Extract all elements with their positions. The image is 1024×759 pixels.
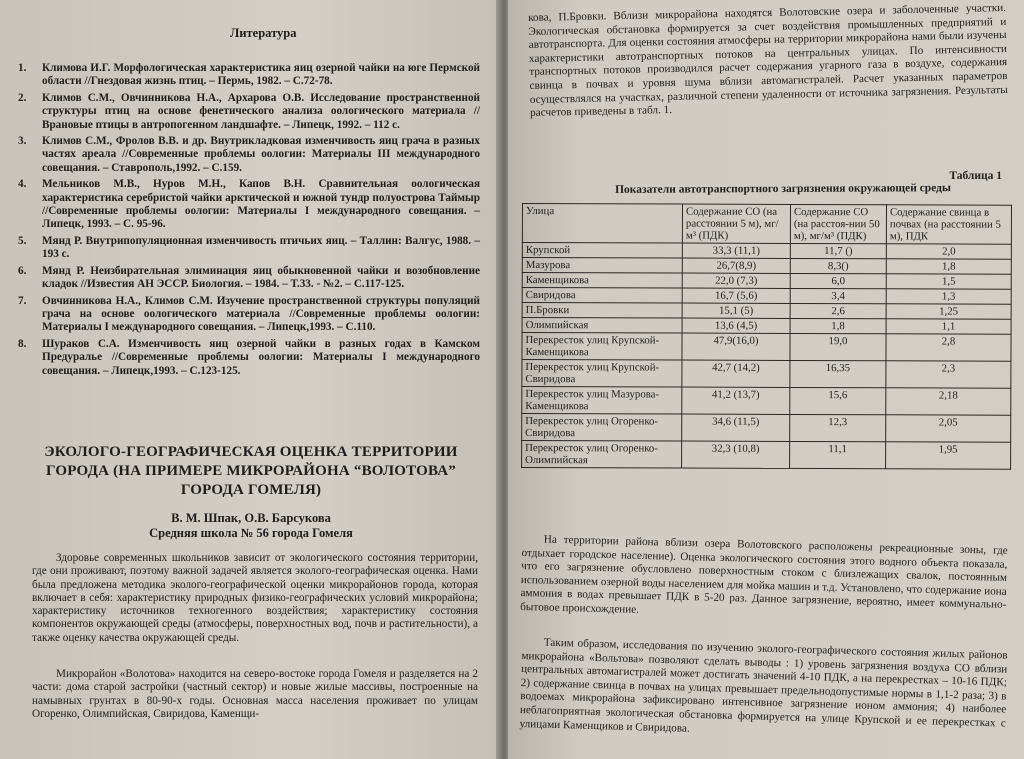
cell-street: П.Бровки [522, 303, 682, 319]
reference-list [18, 62, 480, 381]
author-names: В. М. Шпак, О.В. Барсукова [171, 511, 331, 525]
reference-item: 1. Климова И.Г. Морфологическая характеристика яиц озерной чайки на юге Пермской области //Гнездовая жизнь птиц. – Пермь, 1982. – С.72-78. [18, 62, 480, 88]
cell-lead: 2,05 [886, 415, 1011, 442]
cell-street: Перекресток улиц Крупской-Свиридова [522, 360, 682, 388]
cell-co-50m: 3,4 [790, 288, 886, 303]
header-street: Улица [522, 204, 682, 244]
reference-item: 3. Климов С.М., Фролов В.В. и др. Внутрикладковая изменчивость яиц грача в разных частях ареала //Современные проблемы оологии: Материалы III международного совещания. – Ставрополь,1992. – С.159. [18, 135, 480, 174]
cell-co-5m: 42,7 (14,2) [682, 360, 790, 387]
cell-lead: 2,18 [886, 388, 1011, 415]
table-row [522, 288, 1011, 305]
cell-co-50m: 12,3 [790, 414, 886, 441]
literature-heading: Литература [230, 26, 297, 40]
cell-co-5m: 33,3 (11,1) [682, 243, 790, 258]
cell-lead: 2,3 [886, 361, 1011, 388]
reference-item: 4. Мельников М.В., Нуров М.Н., Капов В.Н. Сравнительная оологическая характеристика серебристой чайки арктической и южной тундр полуострова Таймыр //Современные проблемы оологии: Материалы I международного совещания. – Липецк, 1993. – С. 95-96. [18, 178, 480, 231]
lake-paragraph: На территории района вблизи озера Волотовского расположены рекреационные зоны, где отдыхает городское население). Оценка экологического состояния этого водного объекта показала, что его загрязнение обусловлено поверхностным стоком с близлежащих свалок, постоянным использованием озерной воды населением для мойка машин и т.д. Установлено, что содержание иона аммония в водах превышает ПДК в 5-20 раз. Данное загрязнение, вероятно, имеет коммунально-бытовое происхождение. [520, 533, 1008, 616]
cell-co-5m: 26,7(8,9) [682, 258, 790, 273]
cell-co-5m: 15,1 (5) [682, 303, 790, 318]
cell-lead: 2,8 [886, 334, 1011, 361]
cell-co-5m: 34,6 (11,5) [682, 414, 790, 441]
cell-street: Каменщикова [522, 273, 682, 289]
table-row [522, 333, 1011, 362]
cell-lead: 1,1 [886, 319, 1011, 334]
cell-lead: 1,5 [886, 274, 1011, 289]
cell-street: Мазурова [522, 258, 682, 274]
reference-item: 2. Климов С.М., Овчинникова Н.А., Архарова О.В. Исследование пространственной структуры птиц на основе фенетического анализа оологического материала //Врановые птицы в антропогенном ландшафте. – Липецк, 1992. – 112 с. [18, 91, 480, 131]
continuation-paragraph: кова, П.Бровки. Вблизи микрорайона находятся Волотовские озера и заболоченные участки. Экологическая обстановка формируется за счет воздействия промышленных предприятий и автотранспорта. Для оценки состояния атмосферы на территории микрорайона нами были изучены характеристики автотранспортных потоков на центральных улицах. По интенсивности транспортных потоков производился расчет содержания угарного газа в воздухе, содержания свинца в почвах и уровня шума вблизи автомагистралей. Расчет указанных параметров осуществлялся на участках, различной степени удаленности от источника загрязнения. Результаты расчетов приведены в табл. 1. [528, 1, 1008, 120]
cell-lead: 1,8 [886, 259, 1011, 274]
cell-co-50m: 8,3() [790, 258, 886, 273]
cell-co-50m: 11,7 () [790, 243, 886, 258]
cell-co-50m: 2,6 [790, 303, 886, 318]
intro-paragraph: Здоровье современных школьников зависит от экологического состояния территории, где они проживают, поэтому важной задачей является эколого-географическая оценка. Нами была предложена методика эколого-географической оценки микрорайонов города, которая включает в себя: характеристику природных физико-географических условий микрорайона; характеристику источников техногенного воздействия; характеристику состояния компонентов окружающей среды (атмосферы, поверхностных вод, почв и растительности), а также оценку качества окружающей среды. [32, 552, 478, 644]
cell-street: Перекресток улиц Крупской-Каменщикова [522, 333, 682, 361]
cell-street: Перекресток улиц Огоренко-Свиридова [522, 414, 682, 442]
cell-co-5m: 16,7 (5,6) [682, 288, 790, 303]
cell-street: Олимпийская [522, 318, 682, 334]
table-row [522, 303, 1011, 320]
cell-street: Крупской [522, 243, 682, 259]
table-row [522, 273, 1011, 290]
cell-lead: 1,25 [886, 304, 1011, 319]
header-co-50m: Содержание СО (на расстоя-нии 50 м), мг/м³ (ПДК) [790, 204, 886, 243]
table-header-row [522, 204, 1011, 245]
right-page [508, 0, 1024, 759]
cell-lead: 1,95 [886, 442, 1011, 469]
cell-co-50m: 16,35 [790, 360, 886, 387]
table-caption: Показатели автотранспортного загрязнения окружающей среды [615, 182, 951, 196]
cell-co-50m: 6,0 [790, 273, 886, 288]
cell-street: Перекресток улиц Огоренко-Олимпийская [522, 441, 682, 469]
cell-street: Перекресток улиц Мазурова-Каменщикова [522, 387, 682, 415]
header-co-5m: Содержание СО (на расстоянии 5 м), мг/м³ (ПДК) [682, 204, 790, 243]
reference-text: Климов С.М., Овчинникова Н.А., Архарова О.В. Исследование пространственной структуры птиц на основе фенетического анализа оологического материала //Врановые птицы в антропогенном ландшафте. – Липецк, 1992. – 112 с. [42, 91, 480, 131]
left-page [0, 0, 500, 759]
article-authors [28, 511, 474, 541]
cell-co-5m: 13,6 (4,5) [682, 318, 790, 333]
cell-co-50m: 15,6 [790, 387, 886, 414]
reference-item: 8. Шураков С.А. Изменчивость яиц озерной чайки в разных годах в Камском Предуралье //Современные проблемы оологии: Материалы I международного совещания. – Липецк,1993. – С.123-125. [18, 337, 480, 377]
reference-item: 5. Мянд Р. Внутрипопуляционная изменчивость птичьих яиц. – Таллин: Валгус, 1988. – 193 с. [18, 234, 480, 261]
reference-item: 6. Мянд Р. Неизбирательная элиминация яиц обыкновенной чайки и возобновление кладок //Известия АН ЭССР. Биология. – 1984. – Т.33. - №2. – С.117-125. [18, 264, 480, 291]
cell-co-50m: 1,8 [790, 318, 886, 333]
cell-lead: 2,0 [886, 244, 1011, 259]
cell-co-50m: 11,1 [790, 441, 886, 468]
article-title: ЭКОЛОГО-ГЕОГРАФИЧЕСКАЯ ОЦЕНКА ТЕРРИТОРИИ ГОРОДА (НА ПРИМЕРЕ МИКРОРАЙОНА “ВОЛОТОВА” ГОРОДА ГОМЕЛЯ) [44, 444, 458, 498]
table-label: Таблица 1 [949, 170, 1002, 182]
cell-co-50m: 19,0 [790, 333, 886, 360]
reference-text: Мельников М.В., Нуров М.Н., Капов В.Н. Сравнительная оологическая характеристика серебристой чайки арктической и южной тундр полуострова Таймыр //Современные проблемы оологии: Материалы I международного совещания. – Липецк, 1993. – С. 95-96. [42, 178, 480, 231]
reference-text: Климов С.М., Фролов В.В. и др. Внутрикладковая изменчивость яиц грача в разных частях ареала //Современные проблемы оологии: Материалы III международного совещания. – Ставрополь,1992. – С.159. [42, 135, 480, 174]
table-row [522, 414, 1011, 443]
header-lead: Содержание свинца в почвах (на расстоянии 5 м), ПДК [886, 205, 1011, 244]
table-row [522, 441, 1011, 470]
cell-co-5m: 32,3 (10,8) [682, 441, 790, 468]
reference-item: 7. Овчинникова Н.А., Климов С.М. Изучение пространственной структуры популяций грача на основе оологического материала //Современные проблемы оологии: Материалы I международного совещания. – Липецк,1993. – С.110. [18, 294, 480, 334]
table-row [522, 387, 1011, 416]
reference-text: Мянд Р. Внутрипопуляционная изменчивость птичьих яиц. – Таллин: Валгус, 1988. – 193 с. [42, 234, 480, 261]
cell-co-5m: 47,9(16,0) [682, 333, 790, 360]
table-row [522, 318, 1011, 335]
author-affiliation: Средняя школа № 56 города Гомеля [149, 526, 353, 540]
conclusion-paragraph: Таким образом, исследования по изучению эколого-географического состояния жилых районов микрорайона «Вольтова» позволяют сделать выводы : 1) уровень загрязнения воздуха СО вблизи центральных автомагистралей может достигать значений 4-10 ПДК, а на перекрестках – 10-16 ПДК; 2) содержание свинца в почвах на улицах превышает предельнодопустимые нормы в 1,1-2 раза; 3) в водоемах микрорайона зафиксировано интенсивное загрязнение ионом аммония; 4) наиболее неблагоприятная экологическая обстановка формируется на улице Крупской и ее перекрестках с улицами Каменщиков и Свиридова. [519, 636, 1008, 735]
cell-co-5m: 22,0 (7,3) [682, 273, 790, 288]
reference-text: Овчинникова Н.А., Климов С.М. Изучение пространственной структуры популяций грача на основе оологического материала //Современные проблемы оологии: Материалы I международного совещания. – Липецк,1993. – С.110. [42, 294, 480, 334]
pollution-table [521, 203, 1012, 470]
cell-street: Свиридова [522, 288, 682, 304]
table-row [522, 243, 1011, 260]
table-row [522, 258, 1011, 275]
table-row [522, 360, 1011, 389]
cell-lead: 1,3 [886, 289, 1011, 304]
cell-co-5m: 41,2 (13,7) [682, 387, 790, 414]
reference-text: Климова И.Г. Морфологическая характеристика яиц озерной чайки на юге Пермской области //Гнездовая жизнь птиц. – Пермь, 1982. – С.72-78. [42, 62, 480, 88]
reference-text: Мянд Р. Неизбирательная элиминация яиц обыкновенной чайки и возобновление кладок //Известия АН ЭССР. Биология. – 1984. – Т.33. - №2. – С.117-125. [42, 264, 480, 291]
location-paragraph: Микрорайон «Волотова» находится на северо-востоке города Гомеля и разделяется на 2 части: дома старой застройки (частный сектор) и новые жилые массивы, построенные на намывных грунтах в 80-90-х годы. Основная масса населения проживает по улицам Огоренко, Олимпийская, Свиридова, Каменщи- [32, 668, 478, 720]
reference-text: Шураков С.А. Изменчивость яиц озерной чайки в разных годах в Камском Предуралье //Современные проблемы оологии: Материалы I международного совещания. – Липецк,1993. – С.123-125. [42, 337, 480, 377]
